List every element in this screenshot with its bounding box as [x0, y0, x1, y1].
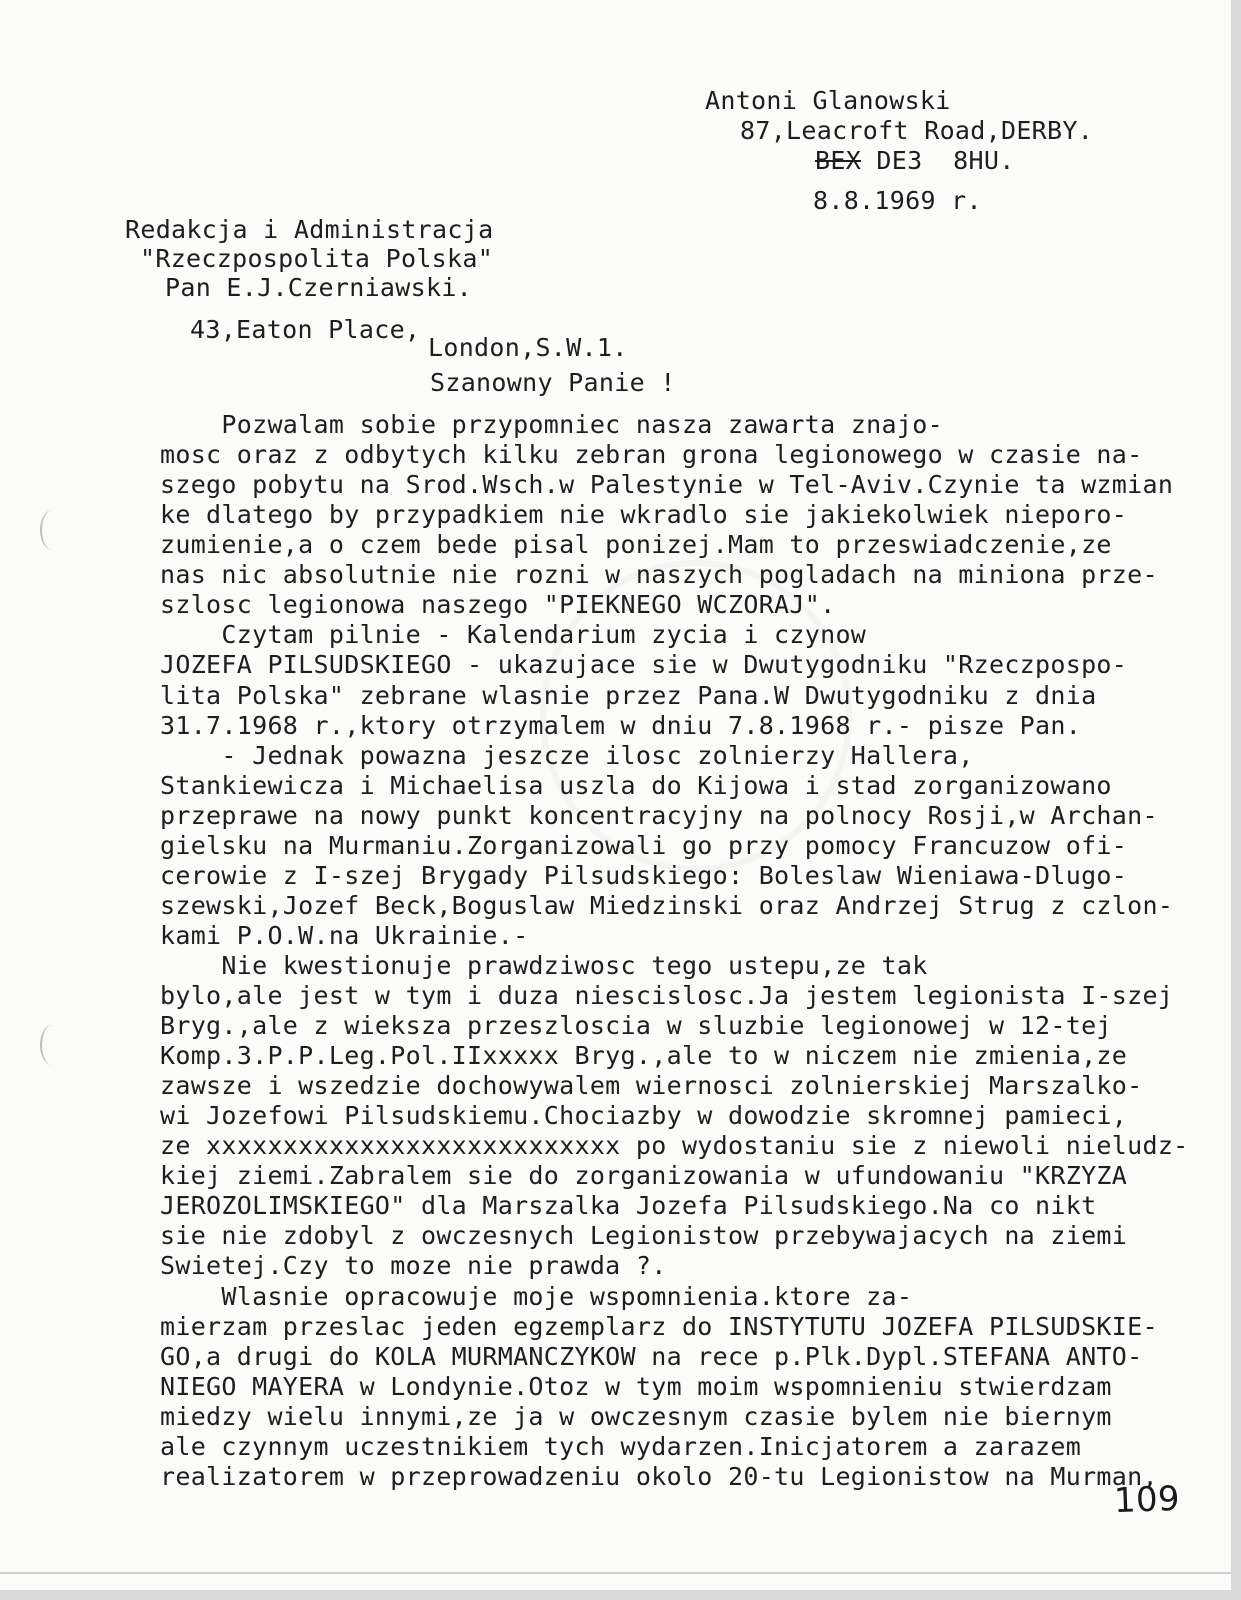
body-line: szewski,Jozef Beck,Boguslaw Miedzinski oraz Andrzej Strug z czlon- [160, 890, 1174, 920]
body-line: Wlasnie opracowuje moje wspomnienia.ktore za- [160, 1281, 913, 1311]
letter-date: 8.8.1969 r. [813, 186, 982, 215]
body-line: gielsku na Murmaniu.Zorganizowali go przy pomocy Francuzow ofi- [160, 830, 1128, 860]
page-number: 109 [1113, 1478, 1181, 1522]
body-line: ze xxxxxxxxxxxxxxxxxxxxxxxxxxx po wydostaniu sie z niewoli nieludz- [160, 1131, 1189, 1161]
body-line: - Jednak powazna jeszcze ilosc zolnierzy Hallera, [160, 740, 974, 770]
body-line: realizatorem w przeprowadzeniu okolo 20-tu Legionistow na Murman, [160, 1461, 1158, 1491]
body-line: mosc oraz z odbytych kilku zebran grona legionowego w czasie na- [160, 440, 1143, 470]
body-line: JOZEFA PILSUDSKIEGO - ukazujace sie w Dwutygodniku "Rzeczpospo- [160, 650, 1128, 680]
sender-postcode [815, 146, 1015, 176]
scan-edge [0, 1572, 1231, 1574]
body-line: zumienie,a o czem bede pisal ponizej.Mam to przeswiadczenie,ze [160, 530, 1112, 560]
punch-hole [40, 1025, 64, 1065]
recipient-line-3: Pan E.J.Czerniawski. [165, 273, 473, 302]
body-line: kiej ziemi.Zabralem sie do zorganizowania w ufundowaniu "KRZYZA [160, 1161, 1128, 1191]
body-line: Komp.3.P.P.Leg.Pol.IIxxxxx Bryg.,ale to w niczem nie zmienia,ze [160, 1041, 1128, 1071]
sender-street: 87,Leacroft Road,DERBY. [740, 116, 1094, 145]
punch-hole [40, 510, 64, 550]
body-line: Czytam pilnie - Kalendarium zycia i czynow [160, 620, 867, 650]
body-line: zawsze i wszedzie dochowywalem wiernosci zolnierskiej Marszalko- [160, 1071, 1143, 1101]
postcode-text: DE3 8HU. [861, 146, 1015, 175]
body-line: GO,a drugi do KOLA MURMANCZYKOW na rece p.Plk.Dypl.STEFANA ANTO- [160, 1341, 1143, 1371]
body-line: kami P.O.W.na Ukrainie.- [160, 920, 529, 950]
body-line: Stankiewicza i Michaelisa uszla do Kijowa i stad zorganizowano [160, 770, 1112, 800]
recipient-line-1: Redakcja i Administracja [125, 215, 494, 244]
body-line: 31.7.1968 r.,ktory otrzymalem w dniu 7.8.1968 r.- pisze Pan. [160, 710, 1082, 740]
body-line: lita Polska" zebrane wlasnie przez Pana.W Dwutygodniku z dnia [160, 680, 1097, 710]
recipient-line-2: "Rzeczpospolita Polska" [140, 244, 494, 273]
recipient-city: London,S.W.1. [428, 333, 628, 362]
body-line: ale czynnym uczestnikiem tych wydarzen.Inicjatorem a zarazem [160, 1431, 1082, 1461]
body-line: mierzam przeslac jeden egzemplarz do INSTYTUTU JOZEFA PILSUDSKIE- [160, 1311, 1158, 1341]
recipient-street: 43,Eaton Place, [190, 315, 421, 344]
body-line: bylo,ale jest w tym i duza niescislosc.Ja jestem legionista I-szej [160, 981, 1174, 1010]
sender-name: Antoni Glanowski [705, 86, 951, 115]
body-line: Pozwalam sobie przypomniec nasza zawarta znajo- [160, 410, 943, 439]
body-line: JEROZOLIMSKIEGO" dla Marszalka Jozefa Pilsudskiego.Na co nikt [160, 1191, 1097, 1221]
body-line: Nie kwestionuje prawdziwosc tego ustepu,ze tak [160, 950, 928, 980]
body-line: NIEGO MAYERA w Londynie.Otoz w tym moim wspomnieniu stwierdzam [160, 1371, 1112, 1401]
salutation: Szanowny Panie ! [430, 368, 676, 397]
body-line: sie nie zdobyl z owczesnych Legionistow przebywajacych na ziemi [160, 1221, 1128, 1251]
body-line: miedzy wielu innymi,ze ja w owczesnym czasie bylem nie biernym [160, 1401, 1112, 1431]
body-line: Bryg.,ale z wieksza przeszloscia w sluzbie legionowej w 12-tej [160, 1011, 1112, 1040]
body-line: przeprawe na nowy punkt koncentracyjny na polnocy Rosji,w Archan- [160, 800, 1158, 830]
body-line: cerowie z I-szej Brygady Pilsudskiego: Boleslaw Wieniawa-Dlugo- [160, 860, 1128, 890]
body-line: szlosc legionowa naszego "PIEKNEGO WCZORAJ". [160, 590, 836, 620]
body-line: wi Jozefowi Pilsudskiemu.Chociazby w dowodzie skromnej pamieci, [160, 1101, 1128, 1131]
body-line: ke dlatego by przypadkiem nie wkradlo sie jakiekolwiek nieporo- [160, 500, 1128, 530]
body-line: Swietej.Czy to moze nie prawda ?. [160, 1251, 667, 1281]
struck-text: BEX [815, 146, 862, 175]
body-line: szego pobytu na Srod.Wsch.w Palestynie w Tel-Aviv.Czynie ta wzmian [160, 470, 1174, 500]
body-line: nas nic absolutnie nie rozni w naszych pogladach na miniona prze- [160, 560, 1158, 590]
